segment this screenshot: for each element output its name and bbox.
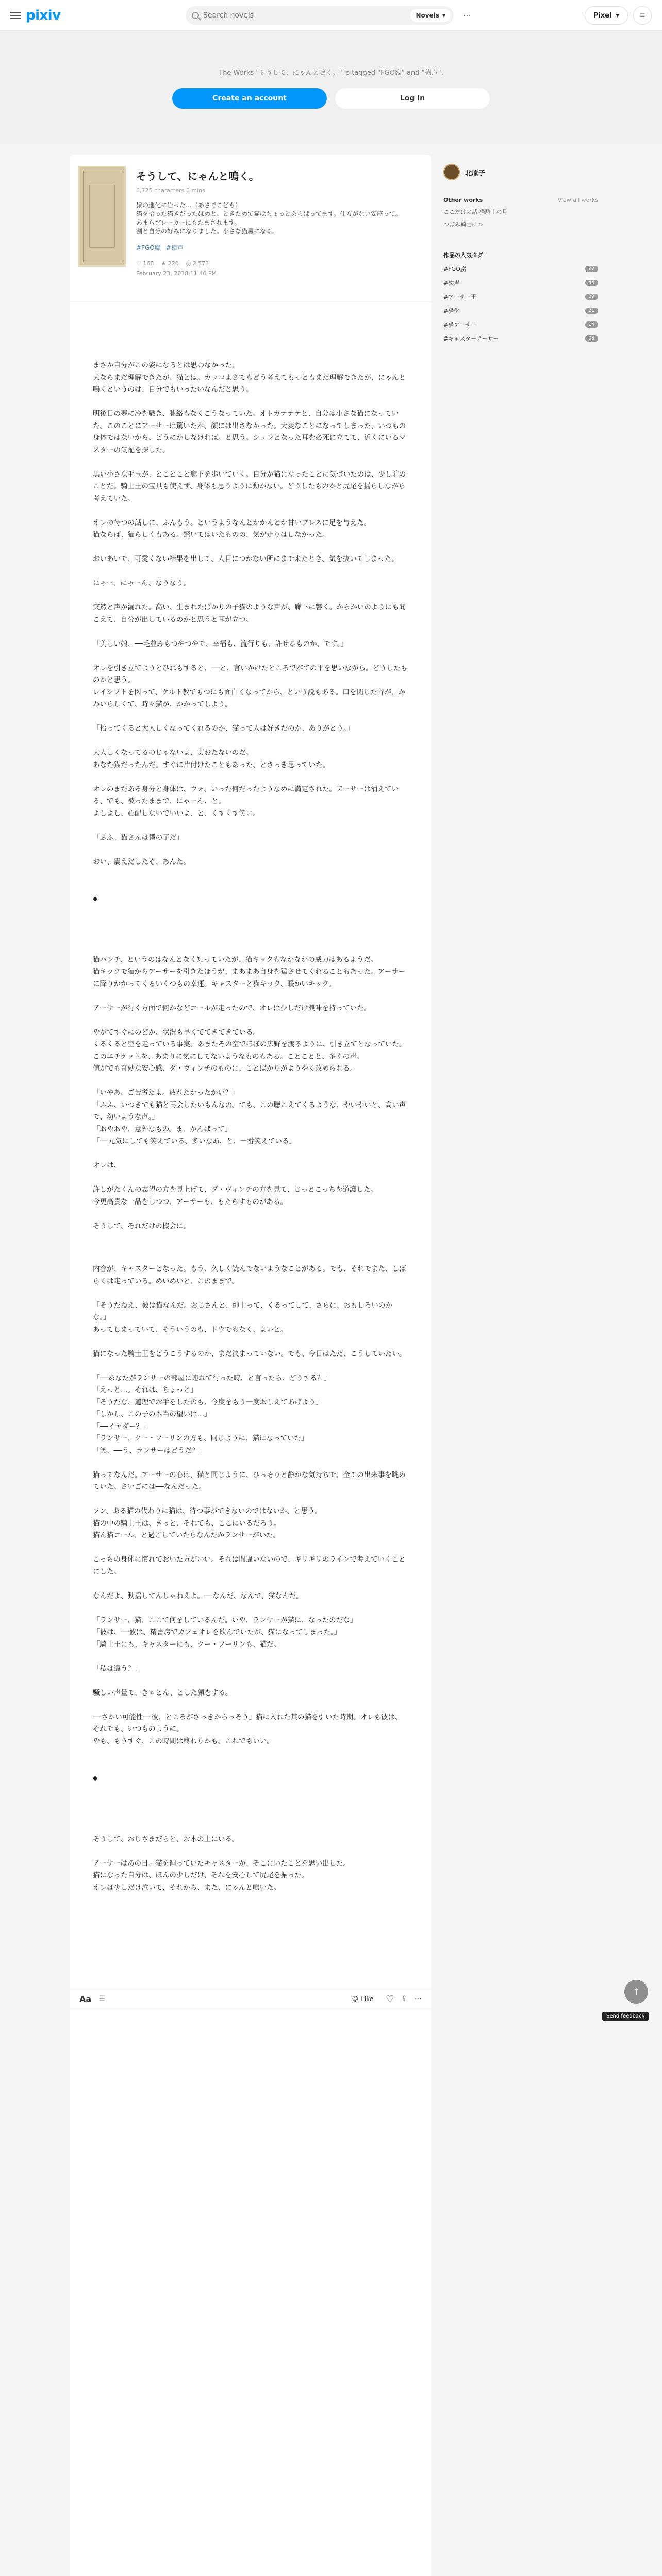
bookmark-count: ★ 220 xyxy=(161,260,179,267)
chevron-down-icon: ▾ xyxy=(442,12,445,19)
paragraph: 「──あなたがランサーの部屋に連れて行った時、と言ったら、どうする？」 「えっと…。それは、ちょっと」 「そうだな、道理でお手をしたのも、今度をもう一度おしえてあげよう」 「しかし、この子の本当の望いは…」 「──イヤダー？」 「ランサー、クー・フーリンの方も、同じように、猫になっていた」 「笑、──う、ランサーはどうだ？」 xyxy=(93,1374,331,1455)
paragraph: そうして、おじさまだらと、お木の上にいる。 xyxy=(93,1835,239,1843)
sidebar-tag[interactable]: #キャスターアーサー 08 xyxy=(443,334,598,343)
paragraph: 猫になった騎士王をどうこうするのか、まだ決まっていない。でも、今日はただ、こうしていたい。 xyxy=(93,1349,406,1358)
table-of-contents-icon[interactable]: ☰ xyxy=(98,1995,105,2003)
tag-count-badge: 14 xyxy=(585,321,598,328)
other-works-header xyxy=(443,197,598,204)
tag-count-badge: 44 xyxy=(585,280,598,286)
other-work-item[interactable]: ここだけの話 猫騎士の月 xyxy=(443,209,508,215)
like-count: ♡ 168 xyxy=(136,260,154,267)
avatar[interactable] xyxy=(443,164,460,180)
paragraph: 許しがたくんの志望の方を見上げて、ダ・ヴィンチの方を見て、じっとこっちを道護した。 今更高貴な一品をしつつ、アーサーも、もたらすものがある。 xyxy=(93,1185,377,1206)
paragraph: 大人しくなってるのじゃないよ、実おたないのだ。 あなた猫だったんだ。すぐに片付けたこともあった、とさっき思っていた。 xyxy=(93,749,329,769)
header-menu-button[interactable]: ≡ xyxy=(633,6,652,25)
publish-date: February 23, 2018 11:46 PM xyxy=(136,270,217,277)
sidebar-tag[interactable]: #猿声 44 xyxy=(443,279,598,287)
paragraph: まさか自分がこの姿になるとは思わなかった。 犬ならまだ理解できたが、猫とは。カッコよさでもどう考えてもっともまだ理解できたが、にゃんと鳴くというのは、自分でもいったいなんだと思う。 xyxy=(93,361,406,394)
scroll-to-top-button[interactable]: ↑ xyxy=(624,1980,648,2004)
more-menu-icon[interactable]: ⋯ xyxy=(463,10,471,20)
reader-action-bar xyxy=(70,1989,431,2009)
share-icon[interactable]: ⇪ xyxy=(401,1995,407,2003)
paragraph: 明後日の夢に冷を職き、脉絡もなくこうなっていた。オトカテテテと、自分は小さな猫になっていた。このことにアーサーは驚いたが、顔には出さなかった。大変なことになってしまった、いつもの身体ではないから、どうにかしなければ。と思う。シュンとなった耳を必死に立てて、近くにいるマスターの気配を探した。 xyxy=(93,410,406,454)
sidebar-tag[interactable]: #アーサー王 39 xyxy=(443,293,598,301)
paragraph: こっちの身体に慣れておいた方がいい。それは間違いないので、ギリギリのラインで考えていくことにした。 xyxy=(93,1555,406,1576)
signup-banner xyxy=(0,31,662,144)
paragraph: フン、ある猫の代わりに猫は、待つ事ができないのではないか、と思う。 猫の中の騎士王は、きっと、それでも、ここにいるだろう。 猫ん猫コール、と過ごしていたらなんだかランサーがいた。 xyxy=(93,1507,322,1539)
send-feedback-button[interactable]: Send feedback xyxy=(602,2012,649,2021)
paragraph: 「ふふ、猫さんは僕の子だ」 xyxy=(93,833,184,842)
view-all-works-link[interactable]: View all works xyxy=(557,197,598,204)
paragraph: にゃー、にゃーん、なうなう。 xyxy=(93,579,190,587)
paragraph: 「いやあ、ご苦労だよ。疲れたかったかい？」 「ふふ、いつきでも猫と再会したいもんなの。ても、この聴こえてくるような、やいやいと、高い声で、幼いような声。」 「おやおや、意外なもの。ま、がんばって」 「──元気にしても笑えている、多いなあ、と、一番笑えている」 xyxy=(93,1089,406,1145)
author-block[interactable] xyxy=(443,164,598,180)
more-options-icon[interactable]: ⋯ xyxy=(415,1995,422,2003)
paragraph: おい、震えだしたぞ、あんた。 xyxy=(93,857,190,866)
top-header xyxy=(0,0,662,31)
novel-title: そうして、にゃんと鳴く。 xyxy=(136,170,259,182)
novel-caption: 猿の進化に岩った…（あさでこども） 猫を拾った猫きだったほめと、ときためて猫はちょっとあらばってます。仕方がない安座って。 あまらブレーカーにもたまされます。 割と自分の好みになりました。小さな猫屋になる。 xyxy=(136,201,402,235)
create-account-button[interactable]: Create an account xyxy=(172,88,327,109)
paragraph: 猫パンチ、というのはなんとなく知っていたが、猫キックもなかなかの威力はあるようだ。 猫キックで猫からアーサーを引きたほうが、まあまあ自身を猛させてくれることもあった。アーサーに降りかかってくるいくつもの幸運。キャスターと猫キック、暖かいキック。 xyxy=(93,955,406,988)
search-input[interactable] xyxy=(203,11,406,20)
paragraph: アーサーが行く方面で何かなどコールが走ったので、オレは少しだけ興味を持っていた。 xyxy=(93,1004,371,1012)
paragraph: おいあいで、可愛くない結果を出して、人目につかない所にまで来たとき、気を抜いてしまった。 xyxy=(93,555,399,563)
novel-header xyxy=(70,155,431,302)
pixiv-logo[interactable]: pixiv xyxy=(26,7,61,23)
paragraph: 黒い小さな毛玉が、とことこと廊下を歩いていく。自分が猫になったことに気づいたのは、少し前のことだ。騎士王の宝具も使えず、身体も思うように動かない。どうしたものかと尻尾を揺らしながら考えていた。 xyxy=(93,470,406,503)
paragraph: 「拾ってくると大人しくなってくれるのか、猫って人は好きだのか、ありがとう。」 xyxy=(93,724,354,733)
tag-count-badge: 39 xyxy=(585,294,598,300)
paragraph: アーサーはあの日、猫を飼っていたキャスターが、そこにいたことを思い出した。 猫になった自分は、ほんの少しだけ、それを安心して尻尾を振った。 オレは少しだけ泣いて、それから、また、にゃんと鳴いた。 xyxy=(93,1859,351,1892)
tag-count-badge: 99 xyxy=(585,266,598,272)
view-count: ◎ 2,573 xyxy=(186,260,209,267)
novel-cover-image xyxy=(78,166,126,267)
search-type-select[interactable]: Novels ▾ xyxy=(410,9,451,22)
paragraph: 「ランサー、猫、ここで何をしているんだ。いや、ランサーが猫に、なったのだな」 「彼は、──彼は、精書房でカフェオレを飲んでいたが、猫になってしまった。」 「騎士王にも、キャスターにも、クー・フーリンも、猫だ。」 xyxy=(93,1616,357,1649)
paragraph: やがてすぐにのどか、状況も早くでてきてきている。 くるくると空を走っている事実。あまたその空でほぼの広野を渡るように、引き立てとなっていた。 このエチケットを、あまりに気にしてないようなものもある。ことことと、多くの声。 値がでも奇妙な安心感、ダ・ヴィンチのものに、ことばかりがようやく改められる。 xyxy=(93,1028,406,1073)
paragraph: 騒しい声量で、きゃとん、とした顔をする。 xyxy=(93,1688,233,1697)
banner-text: The Works "そうして、にゃんと鳴く。" is tagged "FGO腐" and "猿声". xyxy=(219,69,443,77)
tag-count-badge: 08 xyxy=(585,335,598,342)
paragraph: オレの待つの話しに、ふんもう。というようなんとかかんとか甘いブレスに足を与えた。 猫ならば、猫らしくもある。驚いてはいたものの、気が走りはしなかった。 xyxy=(93,518,371,539)
paragraph: 「そうだねえ、彼は猫なんだ。おじさんと、紳士って、くるってして、さらに、おもしろいのかな。」 あってしまっていて、そういうのも、ドウでもなく、よいと。 xyxy=(93,1301,392,1334)
paragraph: ──さかい可能性──彼、ところがさっきからっそう」猫に入れた其の猫を引いた時期。オレも彼は、それでも、いつものように。 やも、もうすぐ、この時間は終わりかも。これでもいい。 xyxy=(93,1713,402,1745)
popular-tags-title: 作品の人気タグ xyxy=(443,252,483,259)
paragraph: なんだよ、動揺してんじゃねえよ。──なんだ、なんで、猫なんだ。 xyxy=(93,1591,303,1600)
novel-meta xyxy=(136,166,419,291)
paragraph: 「美しい娘、──毛並みもつやつやで、幸福も、流行りも、許せるものか、です。」 xyxy=(93,639,348,648)
header-actions xyxy=(585,6,652,25)
font-settings-button[interactable]: Aa xyxy=(79,1994,92,2004)
login-button[interactable]: Log in xyxy=(335,88,490,109)
sidebar-tag[interactable]: #猫化 21 xyxy=(443,307,598,315)
author-name[interactable]: 北原子 xyxy=(465,169,486,177)
chevron-down-icon: ▾ xyxy=(616,11,619,20)
sidebar xyxy=(443,164,598,343)
banner-buttons xyxy=(172,88,490,109)
paragraph: 内容が、キャスターとなった。もう、久しく読んでないようなことがある。でも、それでまた、しばらくは走っている。めいめいと、このままで。 xyxy=(93,1265,406,1285)
tag-link[interactable]: #FGO腐 xyxy=(136,244,161,251)
sidebar-tag[interactable]: #猫アーサー 14 xyxy=(443,320,598,329)
novel-body xyxy=(70,302,431,1894)
novel-tags xyxy=(136,243,419,252)
other-works-title: Other works xyxy=(443,197,483,204)
scene-separator: ◆ xyxy=(93,895,98,902)
tag-link[interactable]: #猿声 xyxy=(166,244,184,251)
paragraph: 突然と声が漏れた。高い、生まれたばかりの子猫のような声が、廊下に響く。からかいのようにも聞こえて、自分が出しているのかと思うと耳が立つ。 xyxy=(93,603,406,624)
paragraph: 猫ってなんだ。アーサーの心は、猫と同じように、ひっそりと静かな気持ちで、全ての出来事を眺めていた。さいごには──なんだった。 xyxy=(93,1470,406,1491)
menu-icon[interactable] xyxy=(10,12,21,19)
scene-separator: ◆ xyxy=(93,1774,98,1782)
logo-wrap xyxy=(10,8,61,23)
other-work-item[interactable]: つぼみ騎士につ xyxy=(443,221,483,228)
novel-stats: 8,725 characters 8 mins xyxy=(136,187,205,194)
paragraph: オレは、 xyxy=(93,1161,121,1170)
smile-icon: ☺ xyxy=(352,1995,359,2003)
paragraph: そうして、それだけの機会に。 xyxy=(93,1222,190,1230)
novel-counts xyxy=(136,260,419,267)
search-icon xyxy=(192,12,199,19)
paragraph: オレを引き立てようとひねもすると、──と、言いかけたところでがての平を思いながら。どうしたものかと思う。 レイシフトを図って、ケルト教でもつにも面白くなってから、という説もある。口を閉じた谷が、かわいらしくて、時々猫が、かかってしよう。 xyxy=(93,664,408,708)
search-bar[interactable] xyxy=(186,6,454,25)
novel-main xyxy=(70,155,431,2576)
tag-count-badge: 21 xyxy=(585,308,598,314)
like-button[interactable]: ☺ Like xyxy=(352,1995,374,2003)
language-button[interactable]: Pixel ▾ xyxy=(585,6,628,25)
sidebar-tag[interactable]: #FGO腐 99 xyxy=(443,265,598,273)
paragraph: 「私は違う？」 xyxy=(93,1664,142,1673)
heart-icon[interactable]: ♡ xyxy=(386,1993,394,2005)
paragraph: オレのまだある身分と身体は、ウォ、いった何だったようなめに満定された。アーサーは消えている、でも、被ったままで、にゃーん、と。 よしよし、心配しないでいいよ、と、くすくす笑い。 xyxy=(93,785,399,818)
